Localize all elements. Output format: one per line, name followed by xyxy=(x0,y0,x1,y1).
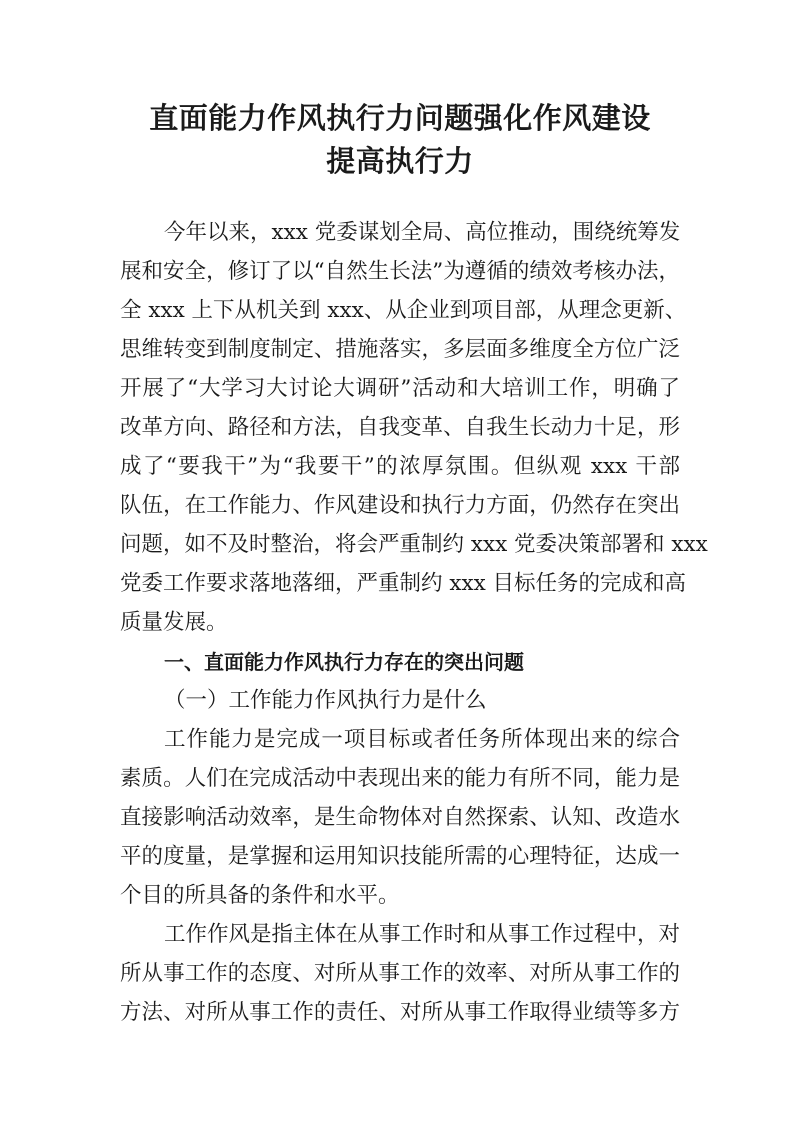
text-line: 改革方向、路径和方法，自我变革、自我生长动力十足，形 xyxy=(120,415,680,440)
text-line: 所从事工作的态度、对所从事工作的效率、对所从事工作的 xyxy=(120,961,680,986)
text-line: 素质。人们在完成活动中表现出来的能力有所不同，能力是 xyxy=(120,766,680,791)
text-line: 队伍，在工作能力、作风建设和执行力方面，仍然存在突出 xyxy=(120,493,680,518)
text-line: 今年以来，xxx 党委谋划全局、高位推动，围绕统筹发 xyxy=(164,220,681,245)
section-heading-1: 一、直面能力作风执行力存在的突出问题 xyxy=(164,650,524,674)
text-line: 平的度量，是掌握和运用知识技能所需的心理特征，达成一 xyxy=(120,844,680,869)
text-line: 个目的所具备的条件和水平。 xyxy=(120,883,400,908)
subsection-heading-1: （一）工作能力作风执行力是什么 xyxy=(164,688,487,713)
text-line: 工作能力是完成一项目标或者任务所体现出来的综合 xyxy=(164,727,680,752)
document-title-line-1: 直面能力作风执行力问题强化作风建设 xyxy=(149,101,651,135)
text-line: 质量发展。 xyxy=(120,610,228,635)
text-line: 成了“要我干”为“我要干”的浓厚氛围。但纵观 xxx 干部 xyxy=(120,454,680,479)
text-line: 工作作风是指主体在从事工作时和从事工作过程中，对 xyxy=(164,922,681,947)
text-line: 问题，如不及时整治，将会严重制约 xxx 党委决策部署和 xxx xyxy=(120,532,708,557)
text-line: 党委工作要求落地落细，严重制约 xxx 目标任务的完成和高 xyxy=(120,571,687,596)
text-line: 展和安全，修订了以“自然生长法”为遵循的绩效考核办法， xyxy=(120,259,680,284)
document-title-line-2: 提高执行力 xyxy=(326,144,474,178)
text-line: 直接影响活动效率，是生命物体对自然探索、认知、改造水 xyxy=(120,805,680,830)
text-line: 全 xxx 上下从机关到 xxx、从企业到项目部，从理念更新、 xyxy=(120,298,687,323)
text-line: 开展了“大学习大讨论大调研”活动和大培训工作，明确了 xyxy=(120,376,680,401)
text-line: 思维转变到制度制定、措施落实，多层面多维度全方位广泛 xyxy=(120,337,680,362)
text-line: 方法、对所从事工作的责任、对所从事工作取得业绩等多方 xyxy=(120,1000,680,1025)
